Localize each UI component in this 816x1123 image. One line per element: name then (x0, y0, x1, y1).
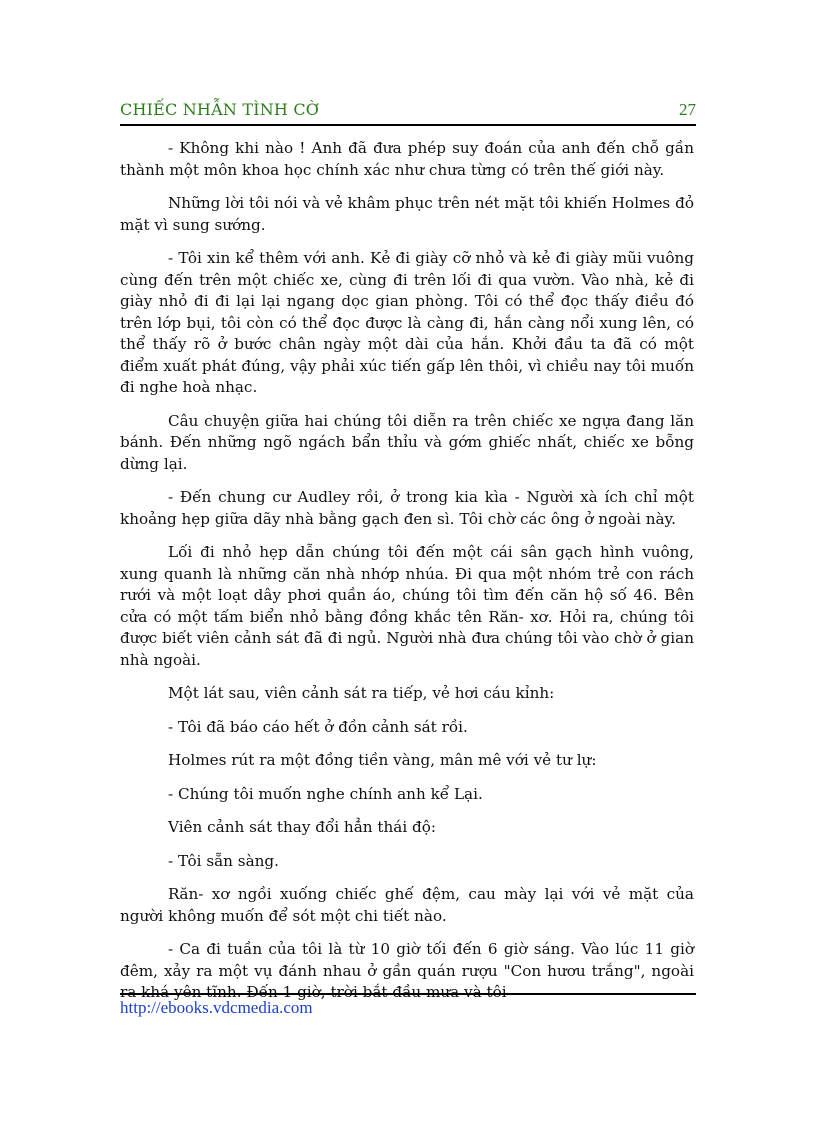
footer-link[interactable]: http://ebooks.vdcmedia.com (120, 998, 313, 1017)
paragraph: Răn- xơ ngồi xuống chiếc ghế đệm, cau mày lại với vẻ mặt của người không muốn để sót một chi tiết nào. (120, 885, 694, 925)
paragraph: Những lời tôi nói và vẻ khâm phục trên nét mặt tôi khiến Holmes đỏ mặt vì sung sướng. (120, 194, 694, 234)
page-number: 27 (679, 100, 696, 119)
paragraph: - Ca đi tuần của tôi là từ 10 giờ tối đến 6 giờ sáng. Vào lúc 11 giờ đêm, xảy ra một vụ đánh nhau ở gần quán rượu "Con hươu trắng", ngoài ra khá yên tĩnh. Đến 1 giờ, trời bắt đầu mưa và tôi (120, 940, 694, 1001)
paragraph: Câu chuyện giữa hai chúng tôi diễn ra trên chiếc xe ngựa đang lăn bánh. Đến những ngõ ngách bẩn thỉu và gớm ghiếc nhất, chiếc xe bỗng dừng lại. (120, 411, 694, 473)
paragraph: - Không khi nào ! Anh đã đưa phép suy đoán của anh đến chỗ gần thành một môn khoa học chính xác như chưa từng có trên thế giới này. (120, 139, 694, 179)
paragraph: Lối đi nhỏ hẹp dẫn chúng tôi đến một cái sân gạch hình vuông, xung quanh là những căn nhà nhớp nhúa. Đi qua một nhóm trẻ con rách rưới và một loạt dây phơi quần áo, chúng tôi tìm đến căn hộ số 46. Bên cửa có một tấm biển nhỏ bằng đồng khắc tên Răn- xơ. Hỏi ra, chúng tôi được biết viên cảnh sát đã đi ngủ. Người nhà đưa chúng tôi vào chờ ở gian nhà ngoài. (120, 543, 694, 669)
paragraph: Một lát sau, viên cảnh sát ra tiếp, vẻ hơi cáu kỉnh: (168, 684, 555, 702)
paragraph: - Chúng tôi muốn nghe chính anh kể Lại. (168, 784, 483, 803)
paragraph: - Đến chung cư Audley rồi, ở trong kia kìa - Người xà ích chỉ một khoảng hẹp giữa dãy nhà bằng gạch đen sì. Tôi chờ các ông ở ngoài này. (120, 488, 694, 528)
paragraph: Viên cảnh sát thay đổi hẳn thái độ: (168, 818, 436, 836)
body-text (120, 138, 694, 1016)
paragraph: - Tôi đã báo cáo hết ở đồn cảnh sát rồi. (168, 717, 468, 736)
page-header (120, 100, 696, 126)
paragraph: - Tôi xin kể thêm với anh. Kẻ đi giày cỡ nhỏ và kẻ đi giày mũi vuông cùng đến trên một chiếc xe, cùng đi trên lối đi qua vườn. Vào nhà, kẻ đi giày nhỏ đi đi lại lại ngang dọc gian phòng. Tôi có thể đọc thấy điều đó trên lớp bụi, tôi còn có thể đọc được là càng đi, hắn càng nổi xung lên, có thể thấy rõ ở bước chân ngày một dài của hắn. Khởi đầu ta đã có một điểm xuất phát đúng, vậy phải xúc tiến gấp lên thôi, vì chiều nay tôi muốn đi nghe hoà nhạc. (120, 249, 694, 396)
paragraph: Holmes rút ra một đồng tiền vàng, mân mê với vẻ tư lự: (168, 751, 597, 769)
chapter-title: CHIẾC NHẪN TÌNH CỜ (120, 100, 320, 119)
paragraph: - Tôi sẵn sàng. (168, 851, 279, 870)
page-footer (120, 993, 696, 1018)
